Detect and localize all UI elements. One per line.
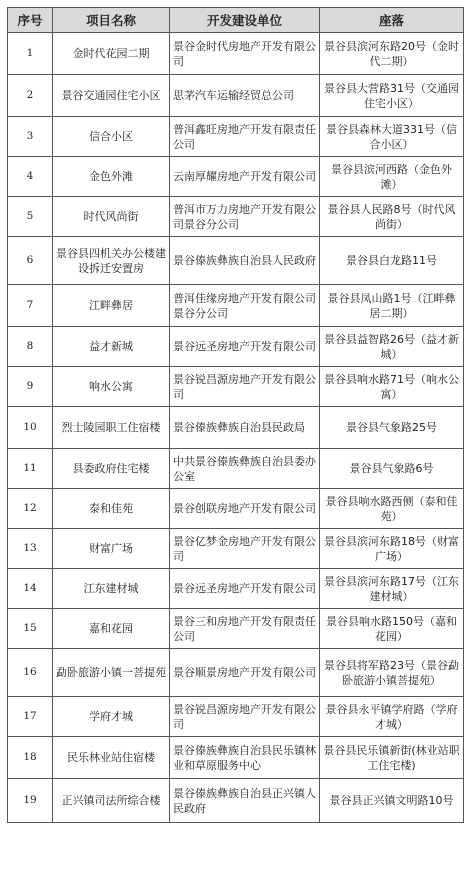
- table-row: [8, 529, 464, 569]
- project-name-cell: 财富广场: [53, 529, 170, 569]
- location-cell: 景谷县气象路6号: [320, 449, 464, 489]
- project-name-cell: 正兴镇司法所综合楼: [53, 779, 170, 823]
- location-cell: 景谷县将军路23号（景谷勐卧旅游小镇菩提苑）: [320, 649, 464, 697]
- project-name-cell: 金时代花园二期: [53, 33, 170, 75]
- table-row: [8, 649, 464, 697]
- row-number: 13: [8, 529, 53, 569]
- location-cell: 景谷县人民路8号（时代风尚街）: [320, 197, 464, 237]
- location-cell: 景谷县凤山路1号（江畔彝居二期）: [320, 285, 464, 327]
- project-name-cell: 嘉和花园: [53, 609, 170, 649]
- developer-cell: 普洱市万力房地产开发有限公司景谷分公司: [170, 197, 320, 237]
- row-number: 18: [8, 737, 53, 779]
- developer-cell: 景谷锐昌源房地产开发有限公司: [170, 367, 320, 407]
- row-number: 4: [8, 157, 53, 197]
- location-cell: 景谷县民乐镇新街(林业站职工住宅楼): [320, 737, 464, 779]
- header-no: 序号: [8, 8, 53, 33]
- developer-cell: 普洱鑫旺房地产开发有限责任公司: [170, 117, 320, 157]
- project-name-cell: 景谷县四机关办公楼建设拆迁安置房: [53, 237, 170, 285]
- table-row: [8, 737, 464, 779]
- project-name-cell: 响水公寓: [53, 367, 170, 407]
- table-row: [8, 237, 464, 285]
- header-developer: 开发建设单位: [170, 8, 320, 33]
- row-number: 14: [8, 569, 53, 609]
- project-table: [7, 7, 464, 823]
- header-location: 座落: [320, 8, 464, 33]
- header-project-name: 项目名称: [53, 8, 170, 33]
- table-row: [8, 327, 464, 367]
- developer-cell: 景谷傣族彝族自治县民政局: [170, 407, 320, 449]
- project-name-cell: 时代风尚街: [53, 197, 170, 237]
- row-number: 19: [8, 779, 53, 823]
- table-row: [8, 75, 464, 117]
- developer-cell: 景谷远圣房地产开发有限公司: [170, 327, 320, 367]
- table-row: [8, 569, 464, 609]
- row-number: 7: [8, 285, 53, 327]
- table-row: [8, 117, 464, 157]
- developer-cell: 云南厚耀房地产开发有限公司: [170, 157, 320, 197]
- table-row: [8, 449, 464, 489]
- table-row: [8, 367, 464, 407]
- location-cell: 景谷县响水路西侧（泰和佳苑）: [320, 489, 464, 529]
- developer-cell: 景谷创联房地产开发有限公司: [170, 489, 320, 529]
- location-cell: 景谷县滨河东路20号（金时代二期）: [320, 33, 464, 75]
- developer-cell: 景谷三和房地产开发有限责任公司: [170, 609, 320, 649]
- project-name-cell: 泰和佳苑: [53, 489, 170, 529]
- developer-cell: 景谷远圣房地产开发有限公司: [170, 569, 320, 609]
- location-cell: 景谷县永平镇学府路（学府才城）: [320, 697, 464, 737]
- developer-cell: 景谷亿梦金房地产开发有限公司: [170, 529, 320, 569]
- location-cell: 景谷县滨河东路17号（江东建材城）: [320, 569, 464, 609]
- table-body: [8, 33, 464, 823]
- table-row: [8, 33, 464, 75]
- row-number: 16: [8, 649, 53, 697]
- table-header-row: [8, 8, 464, 33]
- project-name-cell: 县委政府住宅楼: [53, 449, 170, 489]
- location-cell: 景谷县大营路31号（交通园住宅小区）: [320, 75, 464, 117]
- project-name-cell: 民乐林业站住宿楼: [53, 737, 170, 779]
- location-cell: 景谷县响水路71号（响水公寓）: [320, 367, 464, 407]
- table-row: [8, 157, 464, 197]
- developer-cell: 景谷顺景房地产开发有限公司: [170, 649, 320, 697]
- developer-cell: 普洱佳缘房地产开发有限公司景谷分公司: [170, 285, 320, 327]
- row-number: 10: [8, 407, 53, 449]
- project-name-cell: 信合小区: [53, 117, 170, 157]
- project-name-cell: 江畔彝居: [53, 285, 170, 327]
- row-number: 1: [8, 33, 53, 75]
- row-number: 5: [8, 197, 53, 237]
- row-number: 6: [8, 237, 53, 285]
- developer-cell: 景谷金时代房地产开发有限公司: [170, 33, 320, 75]
- row-number: 3: [8, 117, 53, 157]
- row-number: 9: [8, 367, 53, 407]
- table-row: [8, 407, 464, 449]
- location-cell: 景谷县正兴镇文明路10号: [320, 779, 464, 823]
- project-name-cell: 江东建材城: [53, 569, 170, 609]
- row-number: 15: [8, 609, 53, 649]
- row-number: 11: [8, 449, 53, 489]
- location-cell: 景谷县白龙路11号: [320, 237, 464, 285]
- table-row: [8, 697, 464, 737]
- row-number: 8: [8, 327, 53, 367]
- row-number: 2: [8, 75, 53, 117]
- table-row: [8, 285, 464, 327]
- project-name-cell: 勐卧旅游小镇一菩提苑: [53, 649, 170, 697]
- location-cell: 景谷县气象路25号: [320, 407, 464, 449]
- table-row: [8, 197, 464, 237]
- developer-cell: 景谷傣族彝族自治县正兴镇人民政府: [170, 779, 320, 823]
- developer-cell: 景谷傣族彝族自治县人民政府: [170, 237, 320, 285]
- location-cell: 景谷县响水路150号（嘉和花园）: [320, 609, 464, 649]
- project-name-cell: 金色外滩: [53, 157, 170, 197]
- project-name-cell: 景谷交通园住宅小区: [53, 75, 170, 117]
- developer-cell: 景谷傣族彝族自治县民乐镇林业和草原服务中心: [170, 737, 320, 779]
- location-cell: 景谷县森林大道331号（信合小区）: [320, 117, 464, 157]
- project-name-cell: 益才新城: [53, 327, 170, 367]
- location-cell: 景谷县滨河西路（金色外滩）: [320, 157, 464, 197]
- developer-cell: 景谷锐昌源房地产开发有限公司: [170, 697, 320, 737]
- table-row: [8, 779, 464, 823]
- location-cell: 景谷县滨河东路18号（财富广场）: [320, 529, 464, 569]
- project-name-cell: 烈士陵园职工住宿楼: [53, 407, 170, 449]
- developer-cell: 中共景谷傣族彝族自治县委办公室: [170, 449, 320, 489]
- table-row: [8, 609, 464, 649]
- row-number: 17: [8, 697, 53, 737]
- table-row: [8, 489, 464, 529]
- project-name-cell: 学府才城: [53, 697, 170, 737]
- location-cell: 景谷县益智路26号（益才新城）: [320, 327, 464, 367]
- developer-cell: 思茅汽车运输经贸总公司: [170, 75, 320, 117]
- row-number: 12: [8, 489, 53, 529]
